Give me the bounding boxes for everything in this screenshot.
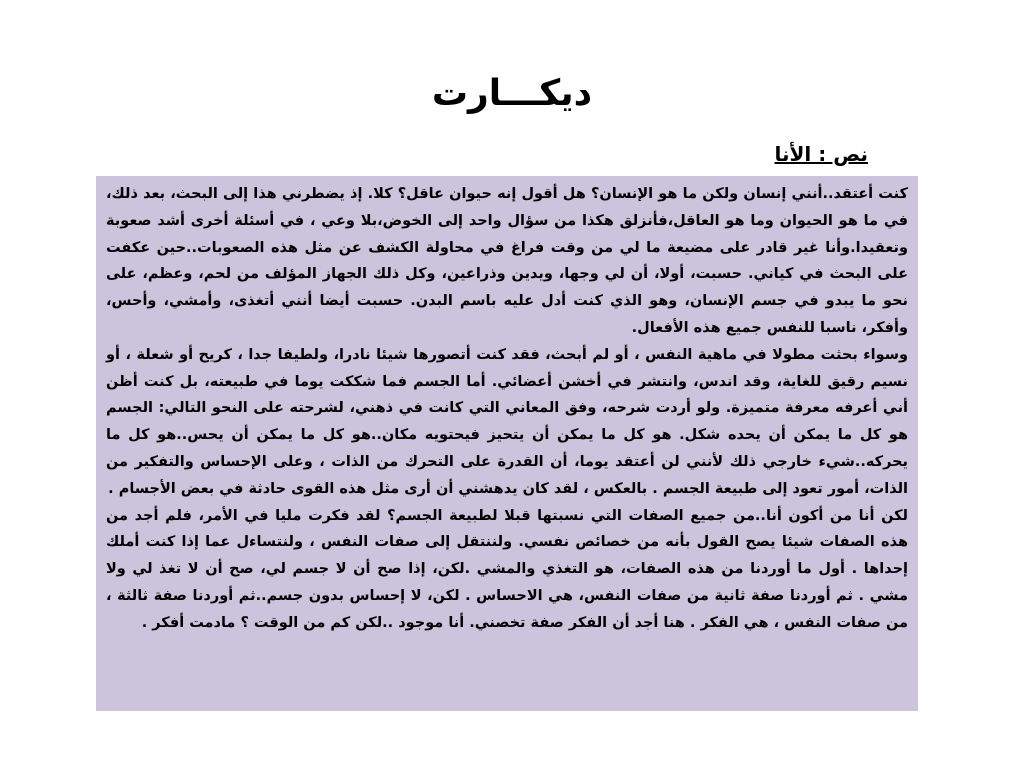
text-subtitle: نص : الأنا <box>774 142 868 166</box>
text-box <box>96 176 918 711</box>
paragraph-3: لكن أنا من أكون أنا..من جميع الصفات التي نسبتها قبلا لطبيعة الجسم؟ لقد فكرت مليا في الأمر، فلم أجد من هذه الصفات شيئا يصح القول بأنه من خصائص نفسي. ولننتقل إلى صفات النفس ، ولنتساءل عما إذا كنت أملك إحداها . أول ما أوردنا من هذه الصفات، هو التغذي والمشي .لكن، إذا صح أن لا جسم لي، صح أن لا تغذ لي ولا مشي . ثم أوردنا صفة ثانية من صفات النفس، هي الاحساس . لكن، لا إحساس بدون جسم..ثم أوردنا صفة ثالثة ، من صفات النفس ، هي الفكر . هنا أجد أن الفكر صفة تخصني. أنا موجود ..لكن كم من الوقت ؟ مادمت أفكر . <box>106 507 908 631</box>
paragraph-2: وسواء بحثت مطولا في ماهية النفس ، أو لم أبحث، فقد كنت أتصورها شيئا نادرا، ولطيفا جدا ، كريح أو شعلة ، أو نسيم رقيق للغاية، وقد اندس، وانتشر في أخشن أعضائي. أما الجسم فما شككت يوما في طبيعته، بل كنت أظن أني أعرفه معرفة متميزة. ولو أردت شرحه، وفق المعاني التي كانت في ذهني، لشرحته على النحو التالي: الجسم هو كل ما يمكن أن يحده شكل. هو كل ما يمكن أن يتحيز فيحتويه مكان..هو كل ما يمكن أن يحس..هو كل ما يحركه..شيء خارجي ذلك لأنني لن أعتقد يوما، أن القدرة على التحرك من الذات ، وعلى الإحساس والتفكير من الذات، أمور تعود إلى طبيعة الجسم . بالعكس ، لقد كان يدهشني أن أرى مثل هذه القوى حادثة في بعض الأجسام . <box>106 346 908 497</box>
text-body <box>106 181 908 637</box>
page-title: ديكـــارت <box>431 73 593 114</box>
paragraph-1: كنت أعتقد..أنني إنسان ولكن ما هو الإنسان؟ هل أقول إنه حيوان عاقل؟ كلا. إذ يضطرني هذا إلى البحث، بعد ذلك، في ما هو الحيوان وما هو العاقل،فأنزلق هكذا من سؤال واحد إلى الخوض،بلا وعي ، في أسئلة أخرى أشد صعوبة وتعقيدا.وأنا غير قادر على مضيعة ما لي من وقت فراغ في محاولة الكشف عن مثل هذه الصعوبات..حين عكفت على البحث في كياني. حسبت، أولا، أن لي وجها، ويدين وذراعين، وكل ذلك الجهاز المؤلف من لحم، وعظم، على نحو ما يبدو في جسم الإنسان، وهو الذي كنت أدل عليه باسم البدن. حسبت أيضا أنني أتغذى، وأمشي، وأحس، وأفكر، ناسبا للنفس جميع هذه الأفعال. <box>106 186 908 336</box>
